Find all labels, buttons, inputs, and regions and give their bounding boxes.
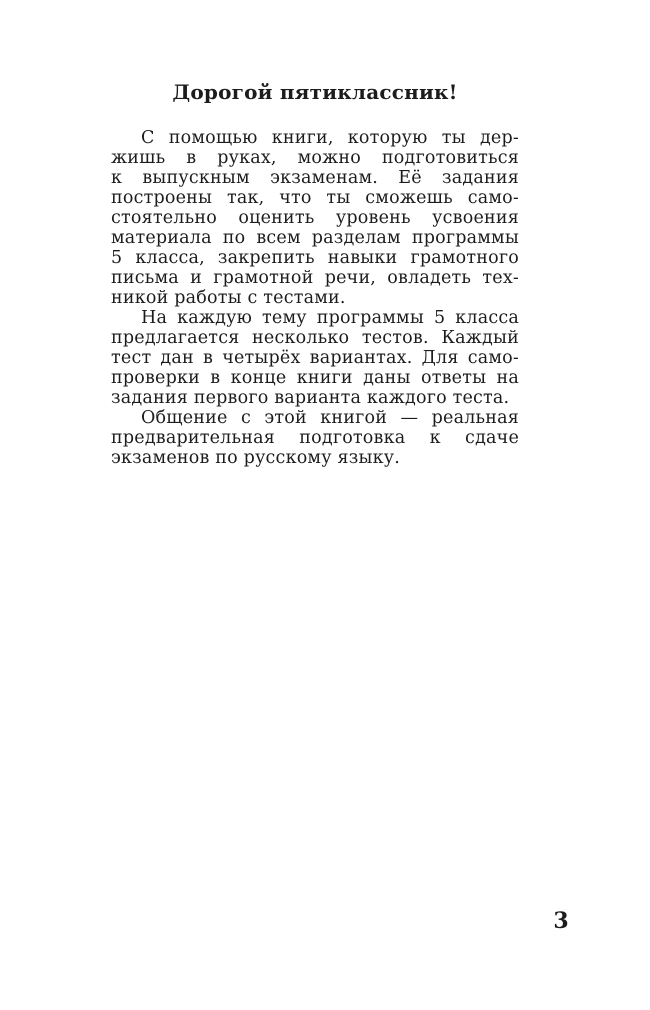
text-line: задания первого варианта каждого теста. [111,388,510,408]
text-line: проверки в конце книги даны ответы на [111,368,519,388]
text-line: экзаменов по русскому языку. [111,448,401,468]
paragraph [111,408,519,468]
paragraph [111,128,519,308]
text-line: к выпускным экзаменам. Её задания [111,168,519,188]
text-line: предлагается несколько тестов. Каждый [111,328,519,348]
page-content [111,80,519,468]
text-line: построены так, что ты сможешь само- [111,188,519,208]
page-number: 3 [553,908,569,934]
body-text [111,128,519,468]
text-line: стоятельно оценить уровень усвоения [111,208,519,228]
text-line: На каждую тему программы 5 класса [141,308,519,328]
text-line: предварительная подготовка к сдаче [111,428,519,448]
text-line: никой работы с тестами. [111,288,346,308]
text-line: письма и грамотной речи, овладеть тех- [111,268,519,288]
text-line: Общение с этой книгой — реальная [141,408,519,428]
page-title: Дорогой пятиклассник! [172,80,458,104]
text-line: материала по всем разделам программы [111,228,519,248]
text-line: 5 класса, закрепить навыки грамотного [111,248,519,268]
paragraph [111,308,519,408]
text-line: С помощью книги, которую ты дер- [141,128,519,148]
text-line: жишь в руках, можно подготовиться [111,148,519,168]
text-line: тест дан в четырёх вариантах. Для само- [111,348,519,368]
